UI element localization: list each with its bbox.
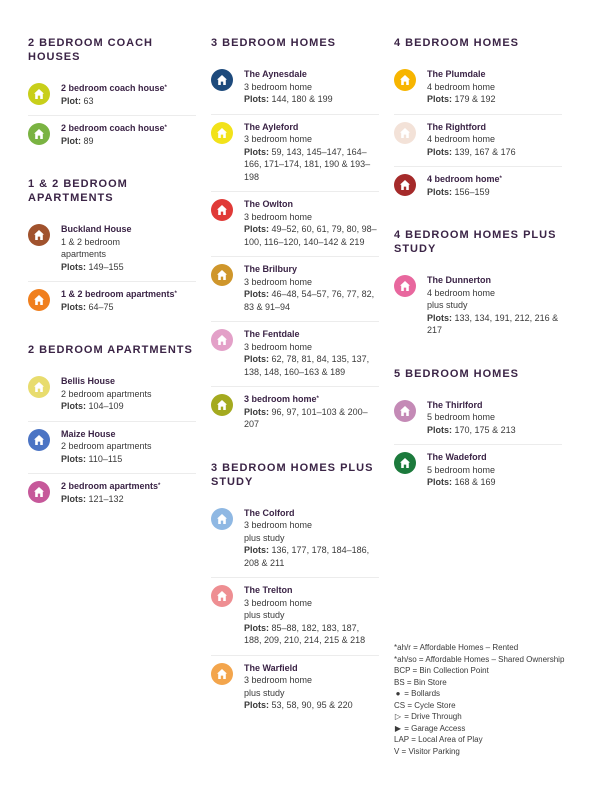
house-icon [28,224,50,246]
house-name-text: The Trelton [244,585,293,595]
house-description: 5 bedroom home [427,412,496,422]
house-type-item [394,445,562,497]
house-name [244,584,379,597]
key-legend [394,642,594,757]
house-description: 3 bedroom home [244,276,313,287]
house-type-item [211,115,379,193]
house-name-text: The Owlton [244,199,293,209]
house-description: 4 bedroom home [427,287,496,298]
house-name-text: Buckland House [61,224,132,234]
plots-value: 110–115 [88,453,123,464]
house-icon [394,174,416,196]
house-name [244,263,379,276]
house-icon [28,123,50,145]
plots-line [244,94,333,104]
house-name-text: 3 bedroom home [244,394,317,404]
house-icon [28,429,50,451]
legend-symbol: ▷ [394,712,402,721]
legend-text: = Garage Access [402,723,466,733]
plots-value: 170, 175 & 213 [454,424,516,435]
house-description: 4 bedroom home [427,134,496,144]
house-name-text: 4 bedroom home [427,174,500,184]
house-name [244,507,379,520]
plots-label: Plots: [244,289,270,299]
house-name-text: The Dunnerton [427,275,491,285]
house-description: plus study [427,300,468,310]
plots-line [244,354,369,377]
house-name-text: The Plumdale [427,69,486,79]
house-type-item [28,282,196,321]
legend-text: LAP = Local Area of Play [394,735,483,744]
legend-item [394,688,594,700]
house-description: 3 bedroom home [244,597,313,608]
plots-label: Plots: [244,406,270,417]
house-description: 3 bedroom home [244,211,313,222]
house-info [244,662,379,712]
house-name [427,399,562,412]
legend-text: BS = Bin Store [394,677,447,687]
house-name-text: The Rightford [427,121,486,132]
house-info [244,507,379,570]
house-name-text: Maize House [61,428,116,439]
house-info [61,223,196,273]
plots-line [61,302,114,312]
plots-value: 104–109 [88,401,124,411]
house-icon [394,452,416,474]
plots-label: Plot: [61,95,81,106]
house-icon [394,400,416,422]
plots-label: Plots: [427,186,453,197]
plots-label: Plots: [427,477,453,487]
house-type-item [394,268,562,345]
plots-label: Plots: [244,224,270,234]
house-icon [211,508,233,530]
house-info [61,288,196,313]
house-type-item [211,387,379,439]
house-type-item [211,501,379,579]
house-info [427,274,562,337]
footnote-marker: * [164,85,167,91]
plots-label: Plots: [244,622,270,633]
house-description: apartments [61,249,107,259]
house-name [244,328,379,341]
plots-label: Plots: [244,545,270,555]
plots-value: 139, 167 & 176 [454,146,516,157]
plots-line [244,623,365,646]
house-description: 3 bedroom home [244,134,313,144]
plots-line [61,262,124,272]
plots-label: Plots: [244,700,270,710]
house-name-text: 2 bedroom coach house [61,123,165,133]
house-name [427,274,562,287]
house-type-section [394,367,562,497]
house-icon [394,275,416,297]
section-heading: 5 BEDROOM HOMES [394,367,520,380]
house-type-section [211,461,379,720]
house-description: 1 & 2 bedroom [61,236,121,247]
house-description: 2 bedroom apartments [61,388,152,399]
house-name [61,428,196,441]
house-info [427,399,562,437]
house-type-item [28,474,196,513]
house-type-item [211,62,379,115]
house-type-item [28,116,196,155]
house-name-text: The Colford [244,507,295,518]
legend-symbol: ● [395,689,401,698]
house-name-text: The Aynesdale [244,69,307,79]
plots-value: 53, 58, 90, 95 & 220 [271,700,353,710]
plots-value: 62, 78, 81, 84, 135, 137, 138, 148, 160–163 & 189 [244,354,370,377]
house-icon [211,663,233,685]
plots-value: 46–48, 54–57, 76, 77, 82, 83 & 91–94 [244,289,375,312]
legend-item [394,642,594,654]
plots-label: Plots: [244,94,270,104]
house-info [427,121,562,159]
house-name [244,121,379,134]
plots-line [244,545,369,568]
house-info [244,68,379,106]
house-name [244,662,379,675]
house-name [61,82,196,95]
plots-line [244,700,353,710]
plots-line [61,136,94,146]
footnote-marker: * [158,483,161,489]
section-heading: 4 BEDROOM HOMES [394,37,520,49]
plots-value: 85–88, 182, 183, 187, 188, 209, 210, 214, 215 & 218 [244,622,366,645]
house-info [427,68,562,106]
house-name-text: 1 & 2 bedroom apartments [61,289,175,299]
plots-value: 168 & 169 [454,477,496,487]
legend-text: = Bollards [402,689,441,698]
house-type-item [394,62,562,115]
house-description: 5 bedroom home [427,464,496,475]
plots-label: Plots: [427,424,453,435]
plots-value: 89 [83,135,94,146]
house-info [61,480,196,505]
house-name-text: 2 bedroom apartments [61,481,159,491]
footnote-marker: * [316,396,319,402]
house-description: plus study [244,532,285,543]
house-name-text: The Thirlford [427,399,483,410]
house-type-item [394,115,562,168]
plots-label: Plots: [61,493,87,504]
house-name-text: The Warfield [244,662,298,673]
house-description: 3 bedroom home [244,520,313,530]
legend-text: CS = Cycle Store [394,700,456,710]
house-description: 3 bedroom home [244,81,313,92]
house-name [244,68,379,81]
plots-value: 63 [83,95,94,106]
house-type-section [394,36,562,206]
house-icon [28,376,50,398]
legend-symbol: ▶ [394,723,402,733]
section-heading: 3 BEDROOM HOMES [211,37,337,49]
legend-text: V = Visitor Parking [394,746,460,756]
house-type-item [394,167,562,206]
house-info [61,375,196,413]
plots-label: Plots: [61,453,87,464]
house-name [61,288,196,301]
plots-label: Plots: [61,261,87,272]
legend-item [394,700,594,712]
plots-line [427,313,558,336]
house-type-item [211,257,379,322]
plots-label: Plot: [61,135,81,146]
plots-value: 149–155 [88,261,124,272]
plots-label: Plots: [427,94,453,104]
house-icon [394,69,416,91]
plots-value: 156–159 [454,186,490,197]
column-1 [28,36,196,535]
house-name [427,451,562,464]
house-icon [211,394,233,416]
plots-line [61,454,122,464]
plots-label: Plots: [61,401,87,411]
house-description: 3 bedroom home [244,675,313,685]
house-icon [211,199,233,221]
plots-line [427,187,490,197]
legend-item [394,677,594,689]
house-name-text: The Wadeford [427,452,487,462]
house-description: 4 bedroom home [427,81,496,92]
house-type-section [28,177,196,321]
plots-line [244,147,370,182]
house-name-text: The Ayleford [244,121,299,132]
house-info [244,198,379,248]
house-name [427,68,562,81]
legend-item [394,711,594,723]
footnote-marker: * [164,125,167,131]
house-name [61,375,196,388]
house-name [244,198,379,211]
plots-label: Plots: [244,354,270,364]
house-info [427,451,562,489]
plots-line [244,407,368,430]
plots-label: Plots: [244,146,270,157]
section-heading: 1 & 2 BEDROOM APARTMENTS [28,178,128,204]
plots-value: 49–52, 60, 61, 79, 80, 98–100, 116–120, 140–142 & 219 [244,224,377,247]
house-info [244,393,379,431]
legend-item [394,654,594,666]
house-info [427,173,562,198]
legend-text: *ah/so = Affordable Homes – Shared Ownership [394,654,565,664]
plots-line [61,494,124,504]
house-info [61,82,196,107]
house-icon [211,585,233,607]
house-name-text: 2 bedroom coach house [61,83,165,93]
legend-item [394,665,594,677]
house-description: plus study [244,610,285,620]
house-info [244,328,379,378]
house-name [427,121,562,134]
plots-line [427,477,496,487]
plots-label: Plots: [427,146,453,157]
column-3 [394,36,562,519]
house-icon [394,122,416,144]
house-name-text: The Brilbury [244,264,298,274]
house-name-text: The Fentdale [244,329,300,339]
section-heading: 2 BEDROOM COACH HOUSES [28,37,154,63]
plots-value: 179 & 192 [454,94,496,104]
house-type-section [28,36,196,155]
house-icon [211,329,233,351]
house-info [61,428,196,466]
section-heading: 3 BEDROOM HOMES PLUS STUDY [211,461,374,488]
house-type-item [211,322,379,387]
footnote-marker: * [174,291,177,297]
plots-line [61,401,124,411]
house-type-section [394,228,562,345]
plots-line [244,289,374,312]
house-description: 2 bedroom apartments [61,441,152,451]
legend-item [394,734,594,746]
house-type-section [28,343,196,513]
plots-value: 144, 180 & 199 [271,94,333,104]
plots-line [427,425,516,435]
plots-line [427,147,516,157]
house-type-item [28,369,196,422]
house-name [61,122,196,135]
legend-text: = Drive Through [402,712,462,721]
legend-text: *ah/r = Affordable Homes – Rented [394,643,519,652]
plots-line [61,96,94,106]
house-type-item [28,217,196,282]
house-icon [211,69,233,91]
plots-value: 59, 143, 145–147, 164–166, 171–174, 181, 190 & 193–198 [244,146,371,182]
section-heading: 2 BEDROOM APARTMENTS [28,344,193,356]
plots-line [244,224,377,247]
house-type-item [211,192,379,257]
house-type-section [211,36,379,439]
plots-line [427,94,496,104]
house-info [244,121,379,184]
house-info [244,584,379,647]
house-description: 3 bedroom home [244,341,313,352]
house-name-text: Bellis House [61,376,116,386]
plots-label: Plots: [427,312,453,323]
footnote-marker: * [499,176,502,182]
house-icon [28,481,50,503]
legend-item [394,723,594,735]
plots-value: 133, 134, 191, 212, 216 & 217 [427,312,559,335]
house-description: plus study [244,687,285,698]
house-type-item [394,393,562,446]
plots-value: 121–132 [88,493,124,504]
house-type-item [211,656,379,720]
house-info [61,122,196,147]
legend-text: BCP = Bin Collection Point [394,666,489,675]
house-icon [211,122,233,144]
plots-label: Plots: [61,301,87,312]
plots-value: 64–75 [88,301,114,312]
house-type-item [28,76,196,116]
plots-value: 96, 97, 101–103 & 200–207 [244,406,368,429]
section-heading: 4 BEDROOM HOMES PLUS STUDY [394,229,557,255]
house-icon [211,264,233,286]
legend-item [394,746,594,758]
house-name [244,393,379,406]
column-2 [211,36,379,742]
plots-value: 136, 177, 178, 184–186, 208 & 211 [244,545,370,568]
house-icon [28,83,50,105]
house-name [61,223,196,236]
house-icon [28,289,50,311]
house-name [427,173,562,186]
house-type-item [211,578,379,656]
house-type-item [28,422,196,475]
house-name [61,480,196,493]
house-info [244,263,379,313]
